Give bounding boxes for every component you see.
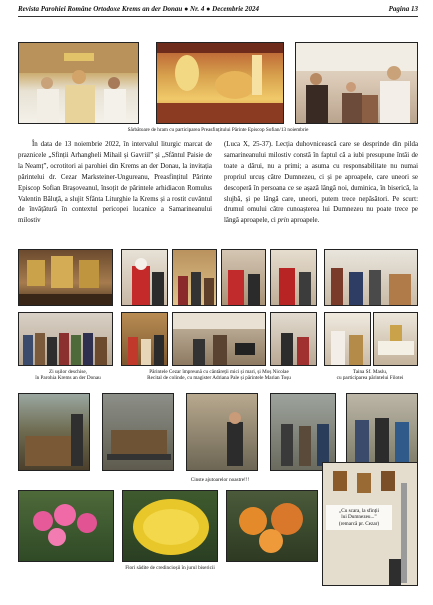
article-col2-end: aproapele. (289, 217, 320, 225)
photo-volunteer (186, 393, 258, 471)
photo-trailer (102, 393, 174, 471)
photo-caroling-children (121, 312, 168, 366)
photo-saint-nicholas-3 (270, 249, 317, 306)
photo-unction-1 (324, 249, 418, 306)
photo-flowers-yellow (122, 490, 218, 562)
page-number: Pagina 13 (388, 5, 418, 13)
header-rule (18, 16, 418, 17)
photo-caroling-1 (172, 249, 217, 306)
article-column-2 (224, 140, 418, 227)
article-column-1: În data de 13 noiembrie 2022, în intervalul liturgic marcat de praznicele „Sfinții Arhangheli Mihail și Gavriil” și „Sfântul Paisie de la Neamț”, ocrotitori ai parohiei din Krems an der Donau, la invitația părintelui dr. Cezar Marksteiner-Ungureanu, Preasfințitul Părinte Episcop Sofian Brașoveanul, însoțit de părintele arhidiacon Romulus Valentin Băluță, a slujit Sfânta Liturghie la Krems și a rostit cuvântul de învățătură în contextul pericopei lucanice a Samarineanului milostiv (18, 141, 212, 225)
photo-workers (270, 393, 336, 471)
photo-helpers-group (346, 393, 418, 471)
photo-altar-vessels (156, 42, 284, 124)
photo-ladder-icons (322, 462, 418, 586)
caption-top: Sărbătoare de hram cu participarea Preasfințitului Părinte Episcop Sofian/13 noiembrie (127, 127, 309, 133)
photo-recital (172, 312, 266, 366)
photo-unction-2 (324, 312, 371, 366)
caption-caroling: Părintele Cezar împreună cu cântăreții mici și mari, și Moș Nicolae Recital de colinde, cu magister Adriana Pale și părintele Marian Toșu (147, 369, 291, 382)
photo-unction-3 (373, 312, 418, 366)
photo-bishop-service (18, 42, 139, 124)
photo-caroling-2 (270, 312, 317, 366)
ladder-quote: „Cu scara, la sfinții lui Dumnezeu...” (remarcă pr. Cezar) (326, 505, 392, 530)
caption-flowers: Flori sădite de credincioșii în jurul bisericii (125, 565, 215, 571)
photo-woodpile (18, 393, 90, 471)
page-header (18, 2, 418, 16)
photo-flowers-orange (226, 490, 318, 562)
photo-saint-nicholas-2 (221, 249, 266, 306)
caption-open-doors: Zi ușilor deschise, în Parohia Krems an der Donau (35, 369, 101, 382)
article-col2-emph: prin (277, 217, 290, 225)
photo-bishop-blessing (295, 42, 418, 124)
caption-unction: Taina Sf. Maslu, cu participarea părintelui Filotei (336, 369, 404, 382)
photo-icons-wall (18, 249, 113, 306)
publication-title: Revista Parohiei Române Ortodoxe Krems an der Donau ● Nr. 4 ● Decembrie 2024 (18, 5, 260, 13)
photo-flowers-pink (18, 490, 114, 562)
caption-helpers: Cinste ajutoarelor noastre!!! (190, 477, 250, 483)
photo-open-doors-group (18, 312, 113, 366)
photo-saint-nicholas-1 (121, 249, 168, 306)
article-col2-intro: (Luca X, 25-37). Lecția duhovnicească care se desprinde din pilda samarineanului milostiv constă în faptul că a iubi presupune întâi de toate a dărui, nu a primi; a asuma cu responsabilitate nu numai propriul urcuș către Dumnezeu, ci și pe aproapele, care uneori se descoperă în persoana ce se așază lângă noi, duminica, în biserică, la slujbă, și pe lângă care, uneori, putem trece nepăsători. Pe scurt: drumul omului către cunoașterea lui Dumnezeu nu poate trece pe lângă aproapele, ci (224, 141, 418, 225)
